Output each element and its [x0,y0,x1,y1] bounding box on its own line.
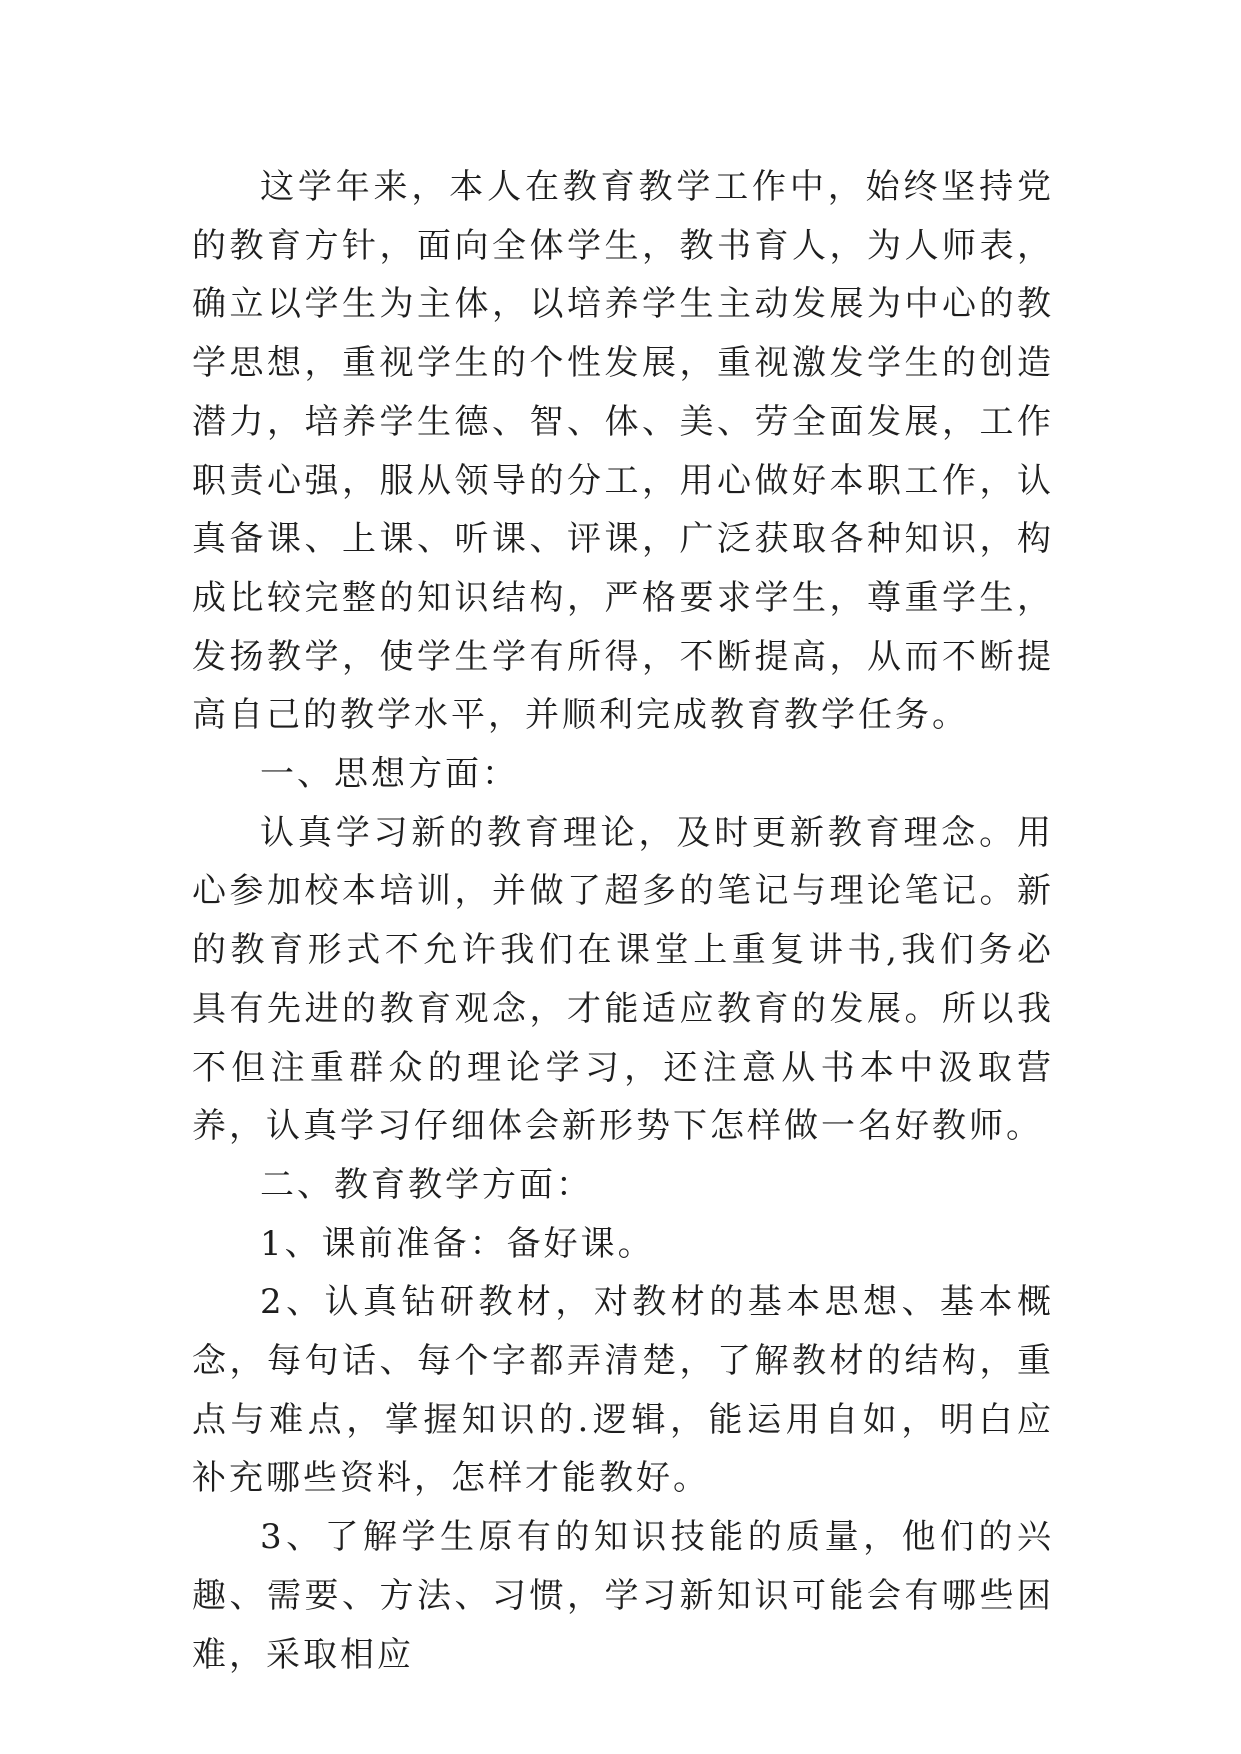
paragraph-item-3: 3、了解学生原有的知识技能的质量，他们的兴趣、需要、方法、习惯，学习新知识可能会有哪些困难，采取相应 [192,1517,1054,1675]
section-heading-teaching: 二、教育教学方面： [260,1164,593,1205]
section-heading-thought: 一、思想方面： [260,754,519,795]
document-body [192,158,1054,1684]
paragraph-item-2: 2、认真钻研教材，对教材的基本思想、基本概念，每句话、每个字都弄清楚，了解教材的结构，重点与难点，掌握知识的.逻辑，能运用自如，明白应补充哪些资料，怎样才能教好。 [192,1282,1054,1499]
paragraph-item-1: 1、课前准备：备好课。 [260,1223,655,1264]
paragraph-intro: 这学年来，本人在教育教学工作中，始终坚持党的教育方针，面向全体学生，教书育人，为人师表，确立以学生为主体，以培养学生主动发展为中心的教学思想，重视学生的个性发展，重视激发学生的创造潜力，培养学生德、智、体、美、劳全面发展，工作职责心强，服从领导的分工，用心做好本职工作，认真备课、上课、听课、评课，广泛获取各种知识，构成比较完整的知识结构，严格要求学生，尊重学生，发扬教学，使学生学有所得，不断提高，从而不断提高自己的教学水平，并顺利完成教育教学任务。 [192,167,1054,736]
paragraph-thought: 认真学习新的教育理论，及时更新教育理念。用心参加校本培训，并做了超多的笔记与理论笔记。新的教育形式不允许我们在课堂上重复讲书,我们务必具有先进的教育观念，才能适应教育的发展。所以我不但注重群众的理论学习，还注意从书本中汲取营养，认真学习仔细体会新形势下怎样做一名好教师。 [192,812,1054,1147]
